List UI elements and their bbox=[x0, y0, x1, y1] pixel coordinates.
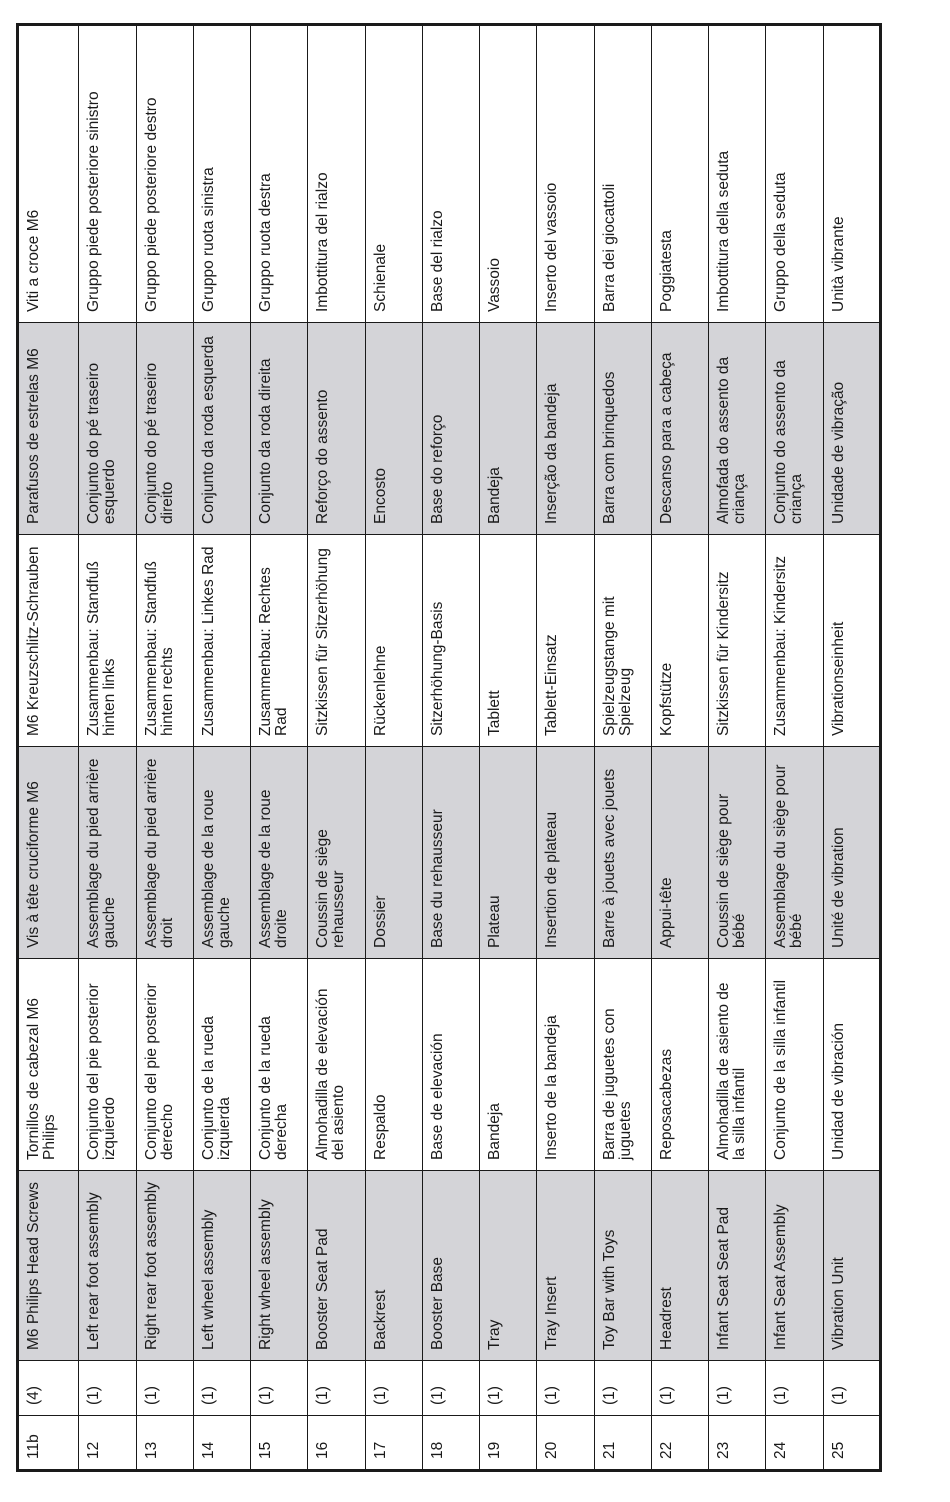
part-number-cell: 19 bbox=[480, 1416, 537, 1471]
german-name-cell: Zusammenbau: Kindersitz bbox=[766, 535, 823, 747]
table-row bbox=[823, 25, 880, 1471]
italian-name-cell: Inserto del vassoio bbox=[537, 25, 594, 323]
part-number-cell: 14 bbox=[193, 1416, 250, 1471]
french-name-cell: Coussin de siège rehausseur bbox=[308, 747, 365, 959]
table-row bbox=[18, 25, 79, 1471]
quantity-cell: (1) bbox=[422, 1361, 479, 1416]
spanish-name-cell: Barra de juguetes con juguetes bbox=[594, 959, 651, 1171]
part-number-cell: 22 bbox=[651, 1416, 708, 1471]
portuguese-name-cell: Conjunto do pé traseiro direito bbox=[136, 323, 193, 535]
parts-table-body bbox=[18, 25, 881, 1471]
table-row bbox=[136, 25, 193, 1471]
spanish-name-cell: Conjunto del pie posterior derecho bbox=[136, 959, 193, 1171]
english-name-cell: Toy Bar with Toys bbox=[594, 1171, 651, 1361]
german-name-cell: Spielzeugstange mit Spielzeug bbox=[594, 535, 651, 747]
table-row bbox=[422, 25, 479, 1471]
french-name-cell: Appui-tête bbox=[651, 747, 708, 959]
french-name-cell: Barre à jouets avec jouets bbox=[594, 747, 651, 959]
part-number-cell: 12 bbox=[79, 1416, 136, 1471]
german-name-cell: Sitzerhöhung-Basis bbox=[422, 535, 479, 747]
spanish-name-cell: Conjunto de la silla infantil bbox=[766, 959, 823, 1171]
table-row bbox=[251, 25, 308, 1471]
english-name-cell: Headrest bbox=[651, 1171, 708, 1361]
table-row bbox=[766, 25, 823, 1471]
german-name-cell: M6 Kreuzschlitz-Schrauben bbox=[18, 535, 79, 747]
french-name-cell: Unité de vibration bbox=[823, 747, 880, 959]
table-row bbox=[537, 25, 594, 1471]
portuguese-name-cell: Bandeja bbox=[480, 323, 537, 535]
english-name-cell: Tray bbox=[480, 1171, 537, 1361]
part-number-cell: 23 bbox=[709, 1416, 766, 1471]
quantity-cell: (1) bbox=[136, 1361, 193, 1416]
italian-name-cell: Imbottitura della seduta bbox=[709, 25, 766, 323]
german-name-cell: Rückenlehne bbox=[365, 535, 422, 747]
german-name-cell: Zusammenbau: Linkes Rad bbox=[193, 535, 250, 747]
english-name-cell: Tray Insert bbox=[537, 1171, 594, 1361]
part-number-cell: 24 bbox=[766, 1416, 823, 1471]
italian-name-cell: Gruppo ruota destra bbox=[251, 25, 308, 323]
portuguese-name-cell: Conjunto do pé traseiro esquerdo bbox=[79, 323, 136, 535]
portuguese-name-cell: Descanso para a cabeça bbox=[651, 323, 708, 535]
german-name-cell: Zusammenbau: Rechtes Rad bbox=[251, 535, 308, 747]
english-name-cell: Left wheel assembly bbox=[193, 1171, 250, 1361]
table-row bbox=[79, 25, 136, 1471]
quantity-cell: (1) bbox=[193, 1361, 250, 1416]
part-number-cell: 16 bbox=[308, 1416, 365, 1471]
italian-name-cell: Gruppo piede posteriore sinistro bbox=[79, 25, 136, 323]
italian-name-cell: Imbottitura del rialzo bbox=[308, 25, 365, 323]
table-row bbox=[480, 25, 537, 1471]
italian-name-cell: Gruppo ruota sinistra bbox=[193, 25, 250, 323]
spanish-name-cell: Inserto de la bandeja bbox=[537, 959, 594, 1171]
portuguese-name-cell: Parafusos de estrelas M6 bbox=[18, 323, 79, 535]
part-number-cell: 13 bbox=[136, 1416, 193, 1471]
quantity-cell: (1) bbox=[480, 1361, 537, 1416]
english-name-cell: Infant Seat Seat Pad bbox=[709, 1171, 766, 1361]
italian-name-cell: Vassoio bbox=[480, 25, 537, 323]
part-number-cell: 21 bbox=[594, 1416, 651, 1471]
italian-name-cell: Poggiatesta bbox=[651, 25, 708, 323]
spanish-name-cell: Conjunto de la rueda izquierda bbox=[193, 959, 250, 1171]
quantity-cell: (1) bbox=[651, 1361, 708, 1416]
quantity-cell: (1) bbox=[79, 1361, 136, 1416]
quantity-cell: (1) bbox=[766, 1361, 823, 1416]
rotated-table-wrapper bbox=[16, 26, 882, 1472]
portuguese-name-cell: Barra com brinquedos bbox=[594, 323, 651, 535]
english-name-cell: M6 Philips Head Screws bbox=[18, 1171, 79, 1361]
quantity-cell: (1) bbox=[594, 1361, 651, 1416]
german-name-cell: Sitzkissen für Sitzerhöhung bbox=[308, 535, 365, 747]
german-name-cell: Zusammenbau: Standfuß hinten rechts bbox=[136, 535, 193, 747]
french-name-cell: Vis à tête cruciforme M6 bbox=[18, 747, 79, 959]
french-name-cell: Insertion de plateau bbox=[537, 747, 594, 959]
spanish-name-cell: Respaldo bbox=[365, 959, 422, 1171]
spanish-name-cell: Reposacabezas bbox=[651, 959, 708, 1171]
english-name-cell: Booster Base bbox=[422, 1171, 479, 1361]
quantity-cell: (4) bbox=[18, 1361, 79, 1416]
quantity-cell: (1) bbox=[537, 1361, 594, 1416]
quantity-cell: (1) bbox=[251, 1361, 308, 1416]
portuguese-name-cell: Encosto bbox=[365, 323, 422, 535]
german-name-cell: Vibrationseinheit bbox=[823, 535, 880, 747]
table-row bbox=[193, 25, 250, 1471]
quantity-cell: (1) bbox=[365, 1361, 422, 1416]
parts-list-table bbox=[16, 23, 882, 1472]
english-name-cell: Infant Seat Assembly bbox=[766, 1171, 823, 1361]
english-name-cell: Backrest bbox=[365, 1171, 422, 1361]
spanish-name-cell: Conjunto de la rueda derecha bbox=[251, 959, 308, 1171]
portuguese-name-cell: Reforço do assento bbox=[308, 323, 365, 535]
portuguese-name-cell: Almofada do assento da criança bbox=[709, 323, 766, 535]
portuguese-name-cell: Base do reforço bbox=[422, 323, 479, 535]
french-name-cell: Assemblage de la roue droite bbox=[251, 747, 308, 959]
spanish-name-cell: Almohadilla de asiento de la silla infantil bbox=[709, 959, 766, 1171]
portuguese-name-cell: Conjunto da roda esquerda bbox=[193, 323, 250, 535]
table-row bbox=[651, 25, 708, 1471]
italian-name-cell: Viti a croce M6 bbox=[18, 25, 79, 323]
quantity-cell: (1) bbox=[308, 1361, 365, 1416]
german-name-cell: Kopfstütze bbox=[651, 535, 708, 747]
german-name-cell: Tablett bbox=[480, 535, 537, 747]
german-name-cell: Zusammenbau: Standfuß hinten links bbox=[79, 535, 136, 747]
german-name-cell: Sitzkissen für Kindersitz bbox=[709, 535, 766, 747]
table-row bbox=[308, 25, 365, 1471]
part-number-cell: 11b bbox=[18, 1416, 79, 1471]
french-name-cell: Coussin de siège pour bébé bbox=[709, 747, 766, 959]
spanish-name-cell: Unidad de vibración bbox=[823, 959, 880, 1171]
table-row bbox=[365, 25, 422, 1471]
spanish-name-cell: Tornillos de cabezal M6 Philips bbox=[18, 959, 79, 1171]
part-number-cell: 20 bbox=[537, 1416, 594, 1471]
italian-name-cell: Gruppo piede posteriore destro bbox=[136, 25, 193, 323]
portuguese-name-cell: Inserção da bandeja bbox=[537, 323, 594, 535]
table-row bbox=[709, 25, 766, 1471]
spanish-name-cell: Conjunto del pie posterior izquierdo bbox=[79, 959, 136, 1171]
italian-name-cell: Base del rialzo bbox=[422, 25, 479, 323]
french-name-cell: Base du rehausseur bbox=[422, 747, 479, 959]
quantity-cell: (1) bbox=[709, 1361, 766, 1416]
italian-name-cell: Schienale bbox=[365, 25, 422, 323]
english-name-cell: Right rear foot assembly bbox=[136, 1171, 193, 1361]
english-name-cell: Left rear foot assembly bbox=[79, 1171, 136, 1361]
spanish-name-cell: Base de elevación bbox=[422, 959, 479, 1171]
part-number-cell: 17 bbox=[365, 1416, 422, 1471]
french-name-cell: Assemblage du pied arrière gauche bbox=[79, 747, 136, 959]
spanish-name-cell: Bandeja bbox=[480, 959, 537, 1171]
german-name-cell: Tablett-Einsatz bbox=[537, 535, 594, 747]
english-name-cell: Vibration Unit bbox=[823, 1171, 880, 1361]
french-name-cell: Plateau bbox=[480, 747, 537, 959]
italian-name-cell: Gruppo della seduta bbox=[766, 25, 823, 323]
spanish-name-cell: Almohadilla de elevación del asiento bbox=[308, 959, 365, 1171]
quantity-cell: (1) bbox=[823, 1361, 880, 1416]
part-number-cell: 18 bbox=[422, 1416, 479, 1471]
french-name-cell: Assemblage du siège pour bébé bbox=[766, 747, 823, 959]
english-name-cell: Right wheel assembly bbox=[251, 1171, 308, 1361]
portuguese-name-cell: Unidade de vibração bbox=[823, 323, 880, 535]
italian-name-cell: Unità vibrante bbox=[823, 25, 880, 323]
portuguese-name-cell: Conjunto da roda direita bbox=[251, 323, 308, 535]
french-name-cell: Assemblage du pied arrière droit bbox=[136, 747, 193, 959]
part-number-cell: 25 bbox=[823, 1416, 880, 1471]
english-name-cell: Booster Seat Pad bbox=[308, 1171, 365, 1361]
portuguese-name-cell: Conjunto do assento da criança bbox=[766, 323, 823, 535]
french-name-cell: Dossier bbox=[365, 747, 422, 959]
french-name-cell: Assemblage de la roue gauche bbox=[193, 747, 250, 959]
italian-name-cell: Barra dei giocattoli bbox=[594, 25, 651, 323]
table-row bbox=[594, 25, 651, 1471]
part-number-cell: 15 bbox=[251, 1416, 308, 1471]
